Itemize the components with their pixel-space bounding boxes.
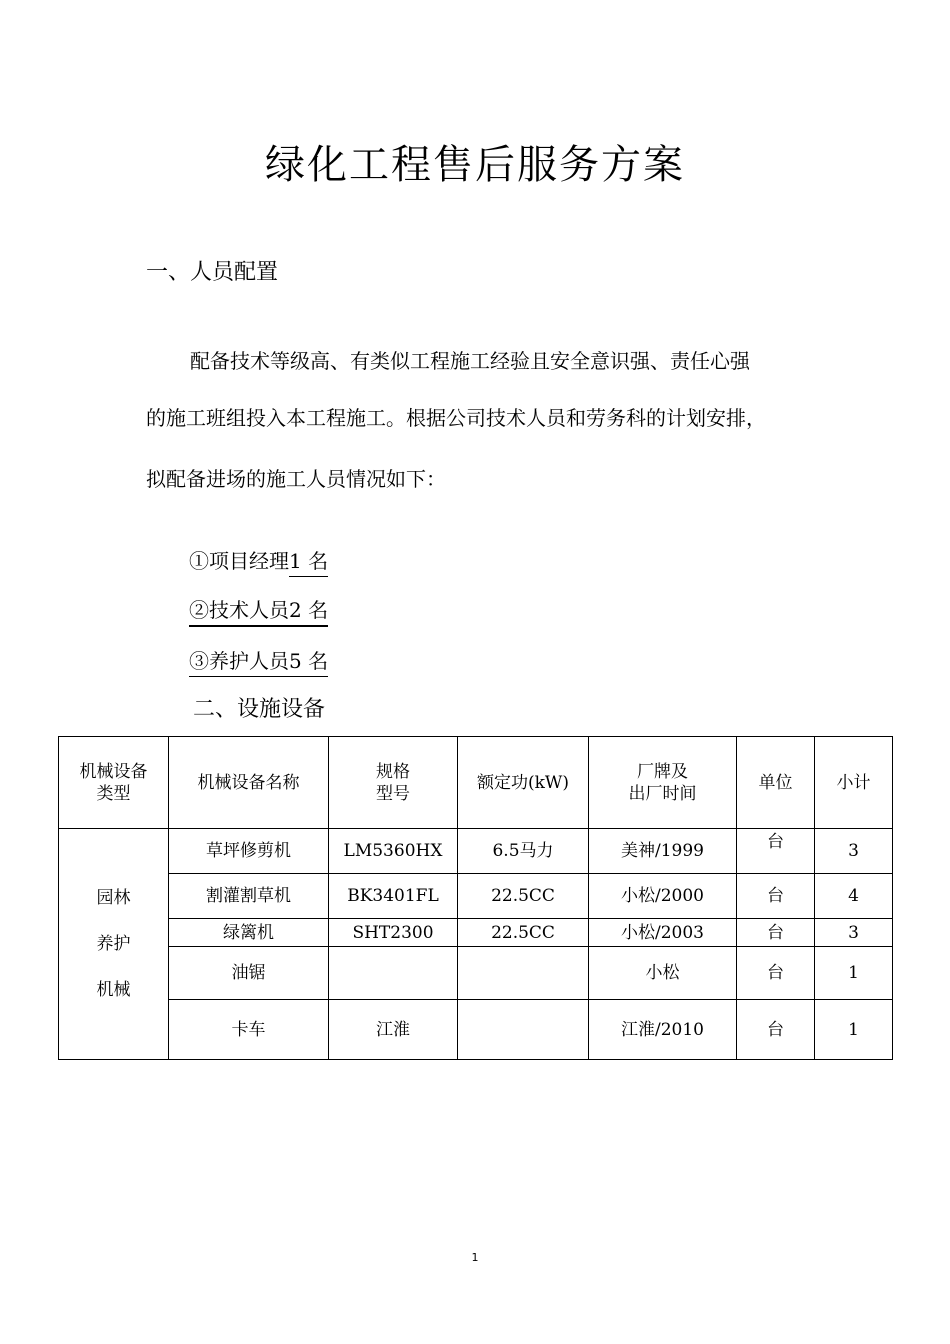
cell-maker: 小松/2000 (589, 874, 737, 919)
cell-name: 卡车 (169, 1000, 329, 1060)
header-unit: 单位 (737, 737, 815, 829)
header-power: 额定功(kW) (458, 737, 589, 829)
cell-power (458, 947, 589, 1000)
cell-count: 3 (815, 829, 893, 874)
paragraph-line: 的施工班组投入本工程施工。根据公司技术人员和劳务科的计划安排， (146, 406, 766, 430)
cell-count: 3 (815, 919, 893, 947)
cell-count: 1 (815, 947, 893, 1000)
section-heading-equipment: 二、设施设备 (193, 697, 326, 722)
cell-maker: 小松 (589, 947, 737, 1000)
staff-count: 1 名 (289, 549, 328, 577)
staff-label: ①项目经理 (189, 549, 289, 573)
cell-maker: 江淮/2010 (589, 1000, 737, 1060)
cell-unit: 台 (737, 829, 815, 874)
staff-item-technicians (189, 594, 328, 623)
cell-spec: SHT2300 (329, 919, 458, 947)
cell-count: 1 (815, 1000, 893, 1060)
staff-line: ③养护人员5 名 (189, 649, 328, 677)
cell-maker: 美神/1999 (589, 829, 737, 874)
cell-maker: 小松/2003 (589, 919, 737, 947)
cell-unit: 台 (737, 874, 815, 919)
cell-count: 4 (815, 874, 893, 919)
cell-power: 6.5马力 (458, 829, 589, 874)
document-title: 绿化工程售后服务方案 (265, 142, 685, 188)
staff-item-project-manager (189, 545, 328, 574)
cell-spec: LM5360HX (329, 829, 458, 874)
page-number: 1 (471, 1251, 479, 1264)
category-cell: 园林 养护 机械 (59, 829, 169, 1060)
cell-name: 草坪修剪机 (169, 829, 329, 874)
cell-power: 22.5CC (458, 874, 589, 919)
cell-spec (329, 947, 458, 1000)
cell-power: 22.5CC (458, 919, 589, 947)
cell-unit: 台 (737, 947, 815, 1000)
paragraph-line: 拟配备进场的施工人员情况如下： (146, 467, 446, 491)
paragraph-line: 配备技术等级高、有类似工程施工经验且安全意识强、责任心强 (190, 349, 750, 373)
header-maker: 厂牌及 出厂时间 (589, 737, 737, 829)
cell-spec: 江淮 (329, 1000, 458, 1060)
cell-unit: 台 (737, 1000, 815, 1060)
cell-name: 绿篱机 (169, 919, 329, 947)
staff-line: ②技术人员2 名 (189, 598, 328, 627)
header-spec: 规格 型号 (329, 737, 458, 829)
cell-name: 割灌割草机 (169, 874, 329, 919)
table-row (59, 874, 893, 919)
staff-label: ②技术人员 (189, 598, 289, 622)
cell-unit: 台 (737, 919, 815, 947)
equipment-table (58, 736, 893, 1060)
header-name: 机械设备名称 (169, 737, 329, 829)
table-row (59, 1000, 893, 1060)
cell-name: 油锯 (169, 947, 329, 1000)
staff-item-maintenance (189, 645, 328, 674)
header-type: 机械设备 类型 (59, 737, 169, 829)
cell-spec: BK3401FL (329, 874, 458, 919)
staff-label: ③养护人员 (189, 649, 289, 673)
table-row (59, 947, 893, 1000)
header-subtotal: 小计 (815, 737, 893, 829)
table-row (59, 829, 893, 874)
table-header-row (59, 737, 893, 829)
section-heading-personnel: 一、人员配置 (146, 260, 279, 285)
table-row (59, 919, 893, 947)
cell-power (458, 1000, 589, 1060)
